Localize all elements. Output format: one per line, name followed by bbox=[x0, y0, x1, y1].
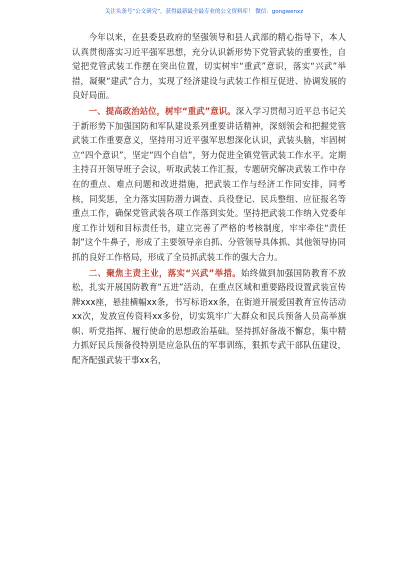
paragraph-intro bbox=[72, 30, 346, 103]
paragraph-text: 始终做到加强国防教育不放松，扎实开展国防教育“五进”活动，在重点区域和重要路段设置武装宣传牌xxx座，悬挂横幅xx条，书写标语xx条，在街道开展爱国教育宣传活动xx次，发放宣传资料xx多份，切实筑牢广大群众和民兵预备人员高举旗帜、听党指挥、履行使命的思想政治基础。坚持抓好备战不懈怠，集中精力抓好民兵预备役特别是应急队伍的军事训练，狠抓专武干部队伍建设，配齐配强武装干事xx名， bbox=[72, 267, 346, 366]
document-body bbox=[72, 30, 346, 368]
section-heading-2: 二、聚焦主责主业，落实“兴武”举措。 bbox=[88, 267, 242, 278]
paragraph-section-1 bbox=[72, 104, 346, 265]
paragraph-text: 今年以来，在县委县政府的坚强领导和县人武部的精心指导下，本人认真贯彻落实习近平强军思想，充分认识新形势下党管武装的重要性，自觉把党管武装工作摆在突出位置，切实树牢“重武”意识，落实“兴武”举措，凝聚“建武”合力，实现了经济建设与武装工作相互促进、协调发展的良好局面。 bbox=[72, 32, 346, 101]
section-heading-1: 一、提高政治站位，树牢“重武”意识。 bbox=[88, 105, 236, 116]
promo-banner[interactable]: 关注头条号“公文研究”，获得最新最全最专业的公文资料库！ 微信：gongwenxz bbox=[104, 9, 304, 15]
paragraph-text: 深入学习贯彻习近平总书记关于新形势下加强国防和军队建设系列重要讲话精神，深刻领会和把握党管武装工作重要意义，坚持用习近平强军思想深化认识，武装头脑，牢固树立“四个意识”，坚定“四个自信”，努力促进全镇党管武装工作水平。定期主持召开领导班子会议，听取武装工作汇报，专题研究解决武装工作中存在的重点、难点问题和改进措施，把武装工作与经济工作同安排，同考核，同奖惩，全力落实国防潜力调查、兵役登记、民兵整组、应征报名等重点工作，确保党管武装各项工作落到实处。坚持把武装工作纳入党委年度工作计划和目标责任书，建立完善了严格的考核制度，牢牢牵住“责任制”这个牛鼻子，形成了主要领导亲自抓、分管领导具体抓、其他领导协同抓的良好工作格局，形成了全员抓武装工作的强大合力。 bbox=[72, 105, 346, 262]
paragraph-section-2 bbox=[72, 266, 346, 368]
